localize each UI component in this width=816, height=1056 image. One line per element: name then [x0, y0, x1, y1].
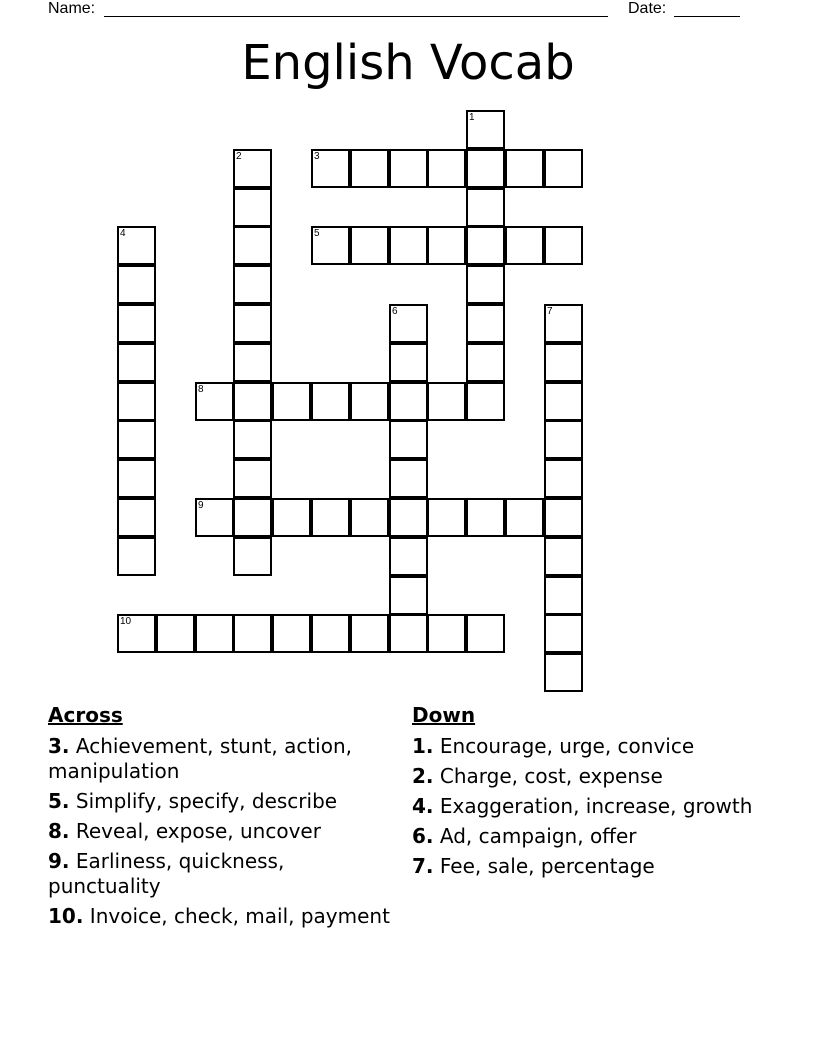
clue-number: 3.: [48, 734, 70, 758]
crossword-cell[interactable]: [427, 149, 466, 188]
crossword-cell[interactable]: [544, 459, 583, 498]
crossword-cell[interactable]: [544, 226, 583, 265]
crossword-cell[interactable]: [389, 304, 428, 343]
across-clue-3: [48, 734, 393, 784]
crossword-cell[interactable]: [233, 188, 272, 227]
down-clue-7: [412, 854, 757, 879]
across-clues: [48, 702, 393, 934]
crossword-cell[interactable]: [117, 304, 156, 343]
crossword-cell[interactable]: [311, 614, 350, 653]
clue-number: 8.: [48, 819, 70, 843]
down-clue-1: [412, 734, 757, 759]
clue-number: 7.: [412, 854, 434, 878]
crossword-cell[interactable]: [195, 382, 234, 421]
crossword-cell[interactable]: [544, 576, 583, 615]
crossword-cell[interactable]: [350, 149, 389, 188]
across-clue-8: [48, 819, 393, 844]
crossword-cell[interactable]: [389, 576, 428, 615]
crossword-cell[interactable]: [350, 614, 389, 653]
across-clue-5: [48, 789, 393, 814]
crossword-cell[interactable]: [466, 149, 505, 188]
crossword-cell[interactable]: [505, 498, 544, 537]
crossword-cell[interactable]: [389, 149, 428, 188]
crossword-cell[interactable]: [466, 304, 505, 343]
crossword-cell[interactable]: [350, 226, 389, 265]
clue-text: Fee, sale, percentage: [439, 854, 655, 878]
crossword-cell[interactable]: [466, 343, 505, 382]
crossword-cell[interactable]: [117, 420, 156, 459]
crossword-cell[interactable]: [233, 498, 272, 537]
crossword-cell[interactable]: [195, 498, 234, 537]
crossword-cell[interactable]: [389, 459, 428, 498]
clue-number: 2.: [412, 764, 434, 788]
crossword-cell[interactable]: [311, 382, 350, 421]
clue-number-label: 7: [547, 306, 553, 317]
crossword-cell[interactable]: [117, 265, 156, 304]
crossword-cell[interactable]: [117, 498, 156, 537]
crossword-cell[interactable]: [233, 304, 272, 343]
clue-text: Invoice, check, mail, payment: [89, 904, 390, 928]
crossword-cell[interactable]: [544, 382, 583, 421]
crossword-cell[interactable]: [117, 537, 156, 576]
crossword-cell[interactable]: [427, 226, 466, 265]
clue-text: Earliness, quickness, punctuality: [48, 849, 285, 898]
down-clue-4: [412, 794, 757, 819]
clue-text: Achievement, stunt, action, manipulation: [48, 734, 352, 783]
clue-number-label: 4: [120, 228, 126, 239]
crossword-cell[interactable]: [350, 382, 389, 421]
crossword-cell[interactable]: [544, 653, 583, 692]
clue-text: Encourage, urge, convice: [439, 734, 695, 758]
down-clue-2: [412, 764, 757, 789]
across-heading: Across: [48, 703, 123, 727]
crossword-cell[interactable]: [389, 420, 428, 459]
crossword-cell[interactable]: [389, 537, 428, 576]
clue-number: 5.: [48, 789, 70, 813]
crossword-cell[interactable]: [233, 226, 272, 265]
crossword-cell[interactable]: [233, 537, 272, 576]
crossword-cell[interactable]: [233, 420, 272, 459]
crossword-cell[interactable]: [466, 382, 505, 421]
page-title: English Vocab: [241, 35, 575, 91]
crossword-cell[interactable]: [544, 304, 583, 343]
crossword-cell[interactable]: [544, 537, 583, 576]
crossword-cell[interactable]: [311, 149, 350, 188]
crossword-cell[interactable]: [233, 343, 272, 382]
crossword-cell[interactable]: [350, 498, 389, 537]
clue-text: Reveal, expose, uncover: [75, 819, 321, 843]
crossword-cell[interactable]: [466, 188, 505, 227]
crossword-cell[interactable]: [544, 420, 583, 459]
crossword-cell[interactable]: [389, 498, 428, 537]
clue-number-label: 8: [198, 384, 204, 395]
crossword-cell[interactable]: [389, 614, 428, 653]
crossword-cell[interactable]: [311, 498, 350, 537]
crossword-cell[interactable]: [466, 226, 505, 265]
across-clue-9: [48, 849, 393, 899]
crossword-cell[interactable]: [272, 498, 311, 537]
crossword-cell[interactable]: [466, 110, 505, 149]
clue-number-label: 3: [314, 151, 320, 162]
crossword-cell[interactable]: [466, 265, 505, 304]
crossword-cell[interactable]: [505, 226, 544, 265]
crossword-cell[interactable]: [311, 226, 350, 265]
crossword-cell[interactable]: [117, 459, 156, 498]
clue-number: 4.: [412, 794, 434, 818]
crossword-cell[interactable]: [544, 149, 583, 188]
clue-text: Simplify, specify, describe: [75, 789, 338, 813]
crossword-cell[interactable]: [117, 343, 156, 382]
crossword-cell[interactable]: [544, 343, 583, 382]
down-clues: [412, 702, 757, 884]
crossword-cell[interactable]: [427, 382, 466, 421]
clue-number: 10.: [48, 904, 84, 928]
crossword-cell[interactable]: [272, 382, 311, 421]
clue-number: 6.: [412, 824, 434, 848]
crossword-cell[interactable]: [427, 498, 466, 537]
clue-text: Exaggeration, increase, growth: [439, 794, 753, 818]
date-label: Date:: [628, 0, 667, 17]
crossword-cell[interactable]: [233, 459, 272, 498]
clue-text: Ad, campaign, offer: [439, 824, 637, 848]
down-clue-6: [412, 824, 757, 849]
clue-number-label: 9: [198, 500, 204, 511]
down-heading: Down: [412, 703, 476, 727]
crossword-cell[interactable]: [466, 498, 505, 537]
crossword-cell[interactable]: [156, 614, 195, 653]
across-clue-10: [48, 904, 393, 929]
crossword-cell[interactable]: [272, 614, 311, 653]
crossword-cell[interactable]: [117, 226, 156, 265]
clue-number-label: 1: [469, 112, 475, 123]
name-label: Name:: [48, 0, 96, 17]
clue-text: Charge, cost, expense: [439, 764, 663, 788]
crossword-cell[interactable]: [389, 382, 428, 421]
clue-number-label: 6: [392, 306, 398, 317]
clue-number-label: 10: [120, 616, 132, 627]
crossword-cell[interactable]: [389, 343, 428, 382]
crossword-cell[interactable]: [195, 614, 234, 653]
crossword-cell[interactable]: [233, 382, 272, 421]
crossword-cell[interactable]: [505, 149, 544, 188]
crossword-cell[interactable]: [117, 614, 156, 653]
clue-number-label: 2: [236, 151, 242, 162]
crossword-cell[interactable]: [233, 614, 272, 653]
clue-number: 9.: [48, 849, 70, 873]
crossword-cell[interactable]: [544, 614, 583, 653]
crossword-cell[interactable]: [389, 226, 428, 265]
crossword-cell[interactable]: [544, 498, 583, 537]
crossword-cell[interactable]: [427, 614, 466, 653]
crossword-cell[interactable]: [466, 614, 505, 653]
clue-number: 1.: [412, 734, 434, 758]
crossword-cell[interactable]: [233, 149, 272, 188]
clue-number-label: 5: [314, 228, 320, 239]
crossword-cell[interactable]: [233, 265, 272, 304]
crossword-cell[interactable]: [117, 382, 156, 421]
